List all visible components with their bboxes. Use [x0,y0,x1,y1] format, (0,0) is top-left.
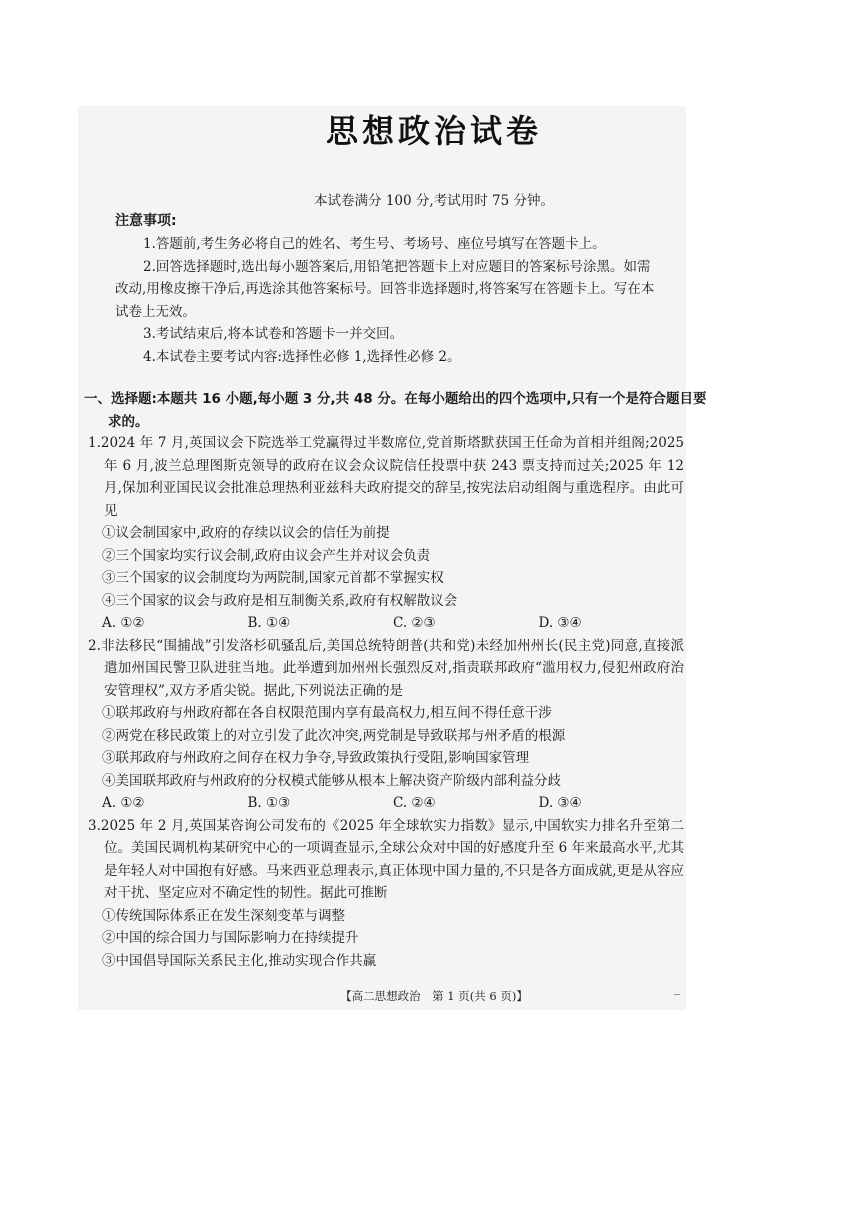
option-d: D. ③④ [538,795,582,811]
notice-heading: 注意事项: [115,213,177,229]
page-footer: 【高二思想政治 第 1 页(共 6 页)】 [340,989,528,1003]
exam-title: 思想政治试卷 [325,112,542,150]
option-c: C. ②③ [393,615,436,631]
statement: ①议会制国家中,政府的存续以议会的信任为前提 [102,525,390,541]
statement: ①联邦政府与州政府都在各自权限范围内享有最高权力,相互间不得任意干涉 [102,705,552,721]
question-list [88,432,684,972]
notice-item: 2.回答选择题时,选出每小题答案后,用铅笔把答题卡上对应题目的答案标号涂黑。如需改动,用橡皮擦干净后,再选涂其他答案标号。回答非选择题时,将答案写在答题卡上。写在本试卷上无效。 [115,258,655,320]
option-a: A. ①② [102,795,145,811]
statement: ③中国倡导国际关系民主化,推动实现合作共赢 [102,952,377,969]
question-stem: 2.非法移民“围捕战”引发洛杉矶骚乱后,美国总统特朗普(共和党)未经加州州长(民主党)同意,直接派遣加州国民警卫队进驻当地。此举遭到加州州长强烈反对,指责联邦政府“滥用权力,侵犯州政府治安管理权”,双方矛盾尖锐。据此,下列说法正确的是 [88,637,684,699]
notice-list [115,233,660,368]
option-b: B. ①④ [247,615,291,631]
statement: ①传统国际体系正在发生深刻变革与调整 [102,907,345,924]
option-d: D. ③④ [538,615,582,631]
scan-mark [674,994,680,995]
question-3 [88,815,684,973]
question-2 [88,635,684,815]
question-stem: 1.2024 年 7 月,英国议会下院选举工党赢得过半数席位,党首斯塔默获国王任命为首相并组阁;2025 年 6 月,波兰总理图斯克领导的政府在议会众议院信任投票中获 243 票支持而过关;2025 年 12 月,保加利亚国民议会批准总理热利亚兹科夫政府提交的辞呈,按宪法启动组阁与重选程序。由此可见 [88,435,684,519]
option-b: B. ①③ [247,795,291,811]
option-a: A. ①② [102,615,145,631]
section-heading: 一、选择题:本题共 16 小题,每小题 3 分,共 48 分。在每小题给出的四个选项中,只有一个是符合题目要求的。 [84,391,707,430]
option-c: C. ②④ [393,795,436,811]
question-1 [88,432,684,635]
statement: ④美国联邦政府与州政府的分权模式能够从根本上解决资产阶级内部利益分歧 [102,772,561,789]
statement: ②两党在移民政策上的对立引发了此次冲突,两党制是导致联邦与州矛盾的根源 [102,727,566,744]
statement: ②中国的综合国力与国际影响力在持续提升 [102,930,359,946]
notice-item: 3.考试结束后,将本试卷和答题卡一并交回。 [143,326,404,342]
notice-item: 4.本试卷主要考试内容:选择性必修 1,选择性必修 2。 [143,348,461,365]
answer-options [88,612,684,635]
answer-options [88,792,684,815]
exam-intro: 本试卷满分 100 分,考试用时 75 分钟。 [314,193,554,209]
statement: ②三个国家均实行议会制,政府由议会产生并对议会负责 [102,547,431,564]
question-stem: 3.2025 年 2 月,英国某咨询公司发布的《2025 年全球软实力指数》显示,中国软实力排名升至第二位。美国民调机构某研究中心的一项调查显示,全球公众对中国的好感度升至 6 年来最高水平,尤其是年轻人对中国抱有好感。马来西亚总理表示,真正体现中国力量的,不只是各方面成就,更是从容应对干扰、坚定应对不确定性的韧性。据此可推断 [88,817,684,901]
statement: ③联邦政府与州政府之间存在权力争夺,导致政策执行受阻,影响国家管理 [102,750,530,766]
statement: ④三个国家的议会与政府是相互制衡关系,政府有权解散议会 [102,592,458,609]
statement: ③三个国家的议会制度均为两院制,国家元首都不掌握实权 [102,570,444,586]
notice-item: 1.答题前,考生务必将自己的姓名、考生号、考场号、座位号填写在答题卡上。 [143,236,606,252]
